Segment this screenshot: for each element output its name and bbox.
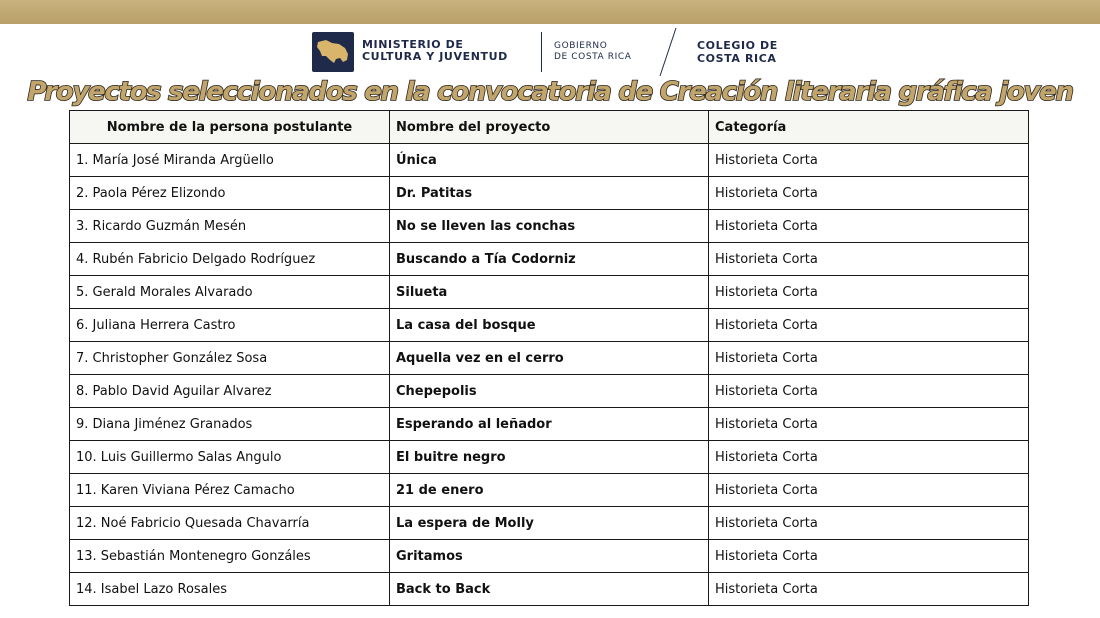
- project-cell: La casa del bosque: [390, 309, 709, 342]
- project-cell: Chepepolis: [390, 375, 709, 408]
- category-cell: Historieta Corta: [709, 507, 1029, 540]
- category-cell: Historieta Corta: [709, 408, 1029, 441]
- table-row: [70, 441, 1029, 474]
- project-cell: El buitre negro: [390, 441, 709, 474]
- table-row: [70, 507, 1029, 540]
- category-cell: Historieta Corta: [709, 309, 1029, 342]
- table-row: [70, 276, 1029, 309]
- applicant-cell: 3. Ricardo Guzmán Mesén: [70, 210, 390, 243]
- header-divider: [541, 32, 542, 72]
- table-row: [70, 540, 1029, 573]
- applicant-cell: 2. Paola Pérez Elizondo: [70, 177, 390, 210]
- applicant-cell: 6. Juliana Herrera Castro: [70, 309, 390, 342]
- table-row: [70, 573, 1029, 606]
- college-name-line2: COSTA RICA: [697, 52, 777, 65]
- college-name-line1: COLEGIO DE: [697, 39, 778, 52]
- project-cell: Dr. Patitas: [390, 177, 709, 210]
- column-header-applicant: Nombre de la persona postulante: [70, 111, 390, 144]
- category-cell: Historieta Corta: [709, 342, 1029, 375]
- government-name: [554, 41, 632, 63]
- table-header-row: [70, 111, 1029, 144]
- applicant-cell: 8. Pablo David Aguilar Alvarez: [70, 375, 390, 408]
- column-header-project: Nombre del proyecto: [390, 111, 709, 144]
- ministry-name-line1: MINISTERIO DE: [362, 38, 464, 51]
- applicant-cell: 10. Luis Guillermo Salas Angulo: [70, 441, 390, 474]
- table-row: [70, 408, 1029, 441]
- project-cell: Única: [390, 144, 709, 177]
- page-title: Proyectos seleccionados en la convocatoria de Creación literaria gráfica joven: [27, 77, 1073, 107]
- project-cell: Buscando a Tía Codorniz: [390, 243, 709, 276]
- table-row: [70, 144, 1029, 177]
- ministry-name-line2: CULTURA Y JUVENTUD: [362, 50, 508, 63]
- category-cell: Historieta Corta: [709, 210, 1029, 243]
- selected-projects-table: [69, 110, 1029, 606]
- project-cell: La espera de Molly: [390, 507, 709, 540]
- category-cell: Historieta Corta: [709, 375, 1029, 408]
- category-cell: Historieta Corta: [709, 177, 1029, 210]
- costa-rica-map-logo-icon: [312, 32, 354, 72]
- table-row: [70, 375, 1029, 408]
- category-cell: Historieta Corta: [709, 540, 1029, 573]
- project-cell: No se lleven las conchas: [390, 210, 709, 243]
- category-cell: Historieta Corta: [709, 474, 1029, 507]
- header-slash-divider: [656, 26, 680, 78]
- applicant-cell: 12. Noé Fabricio Quesada Chavarría: [70, 507, 390, 540]
- project-cell: Esperando al leñador: [390, 408, 709, 441]
- table-row: [70, 177, 1029, 210]
- project-cell: 21 de enero: [390, 474, 709, 507]
- ministry-name: [362, 39, 508, 63]
- category-cell: Historieta Corta: [709, 441, 1029, 474]
- applicant-cell: 4. Rubén Fabricio Delgado Rodríguez: [70, 243, 390, 276]
- institution-header: [0, 24, 1100, 78]
- applicant-cell: 5. Gerald Morales Alvarado: [70, 276, 390, 309]
- category-cell: Historieta Corta: [709, 573, 1029, 606]
- applicant-cell: 9. Diana Jiménez Granados: [70, 408, 390, 441]
- government-name-line2: DE COSTA RICA: [554, 52, 632, 62]
- project-cell: Silueta: [390, 276, 709, 309]
- applicant-cell: 1. María José Miranda Argüello: [70, 144, 390, 177]
- project-cell: Gritamos: [390, 540, 709, 573]
- table-row: [70, 210, 1029, 243]
- column-header-category: Categoría: [709, 111, 1029, 144]
- category-cell: Historieta Corta: [709, 243, 1029, 276]
- table-row: [70, 309, 1029, 342]
- table-row: [70, 243, 1029, 276]
- government-name-line1: GOBIERNO: [554, 41, 608, 51]
- project-cell: Aquella vez en el cerro: [390, 342, 709, 375]
- project-cell: Back to Back: [390, 573, 709, 606]
- category-cell: Historieta Corta: [709, 276, 1029, 309]
- table-row: [70, 474, 1029, 507]
- applicant-cell: 11. Karen Viviana Pérez Camacho: [70, 474, 390, 507]
- applicant-cell: 14. Isabel Lazo Rosales: [70, 573, 390, 606]
- applicant-cell: 7. Christopher González Sosa: [70, 342, 390, 375]
- top-decorative-band: [0, 0, 1100, 24]
- table-row: [70, 342, 1029, 375]
- applicant-cell: 13. Sebastián Montenegro Gonzáles: [70, 540, 390, 573]
- category-cell: Historieta Corta: [709, 144, 1029, 177]
- college-name: [697, 39, 778, 65]
